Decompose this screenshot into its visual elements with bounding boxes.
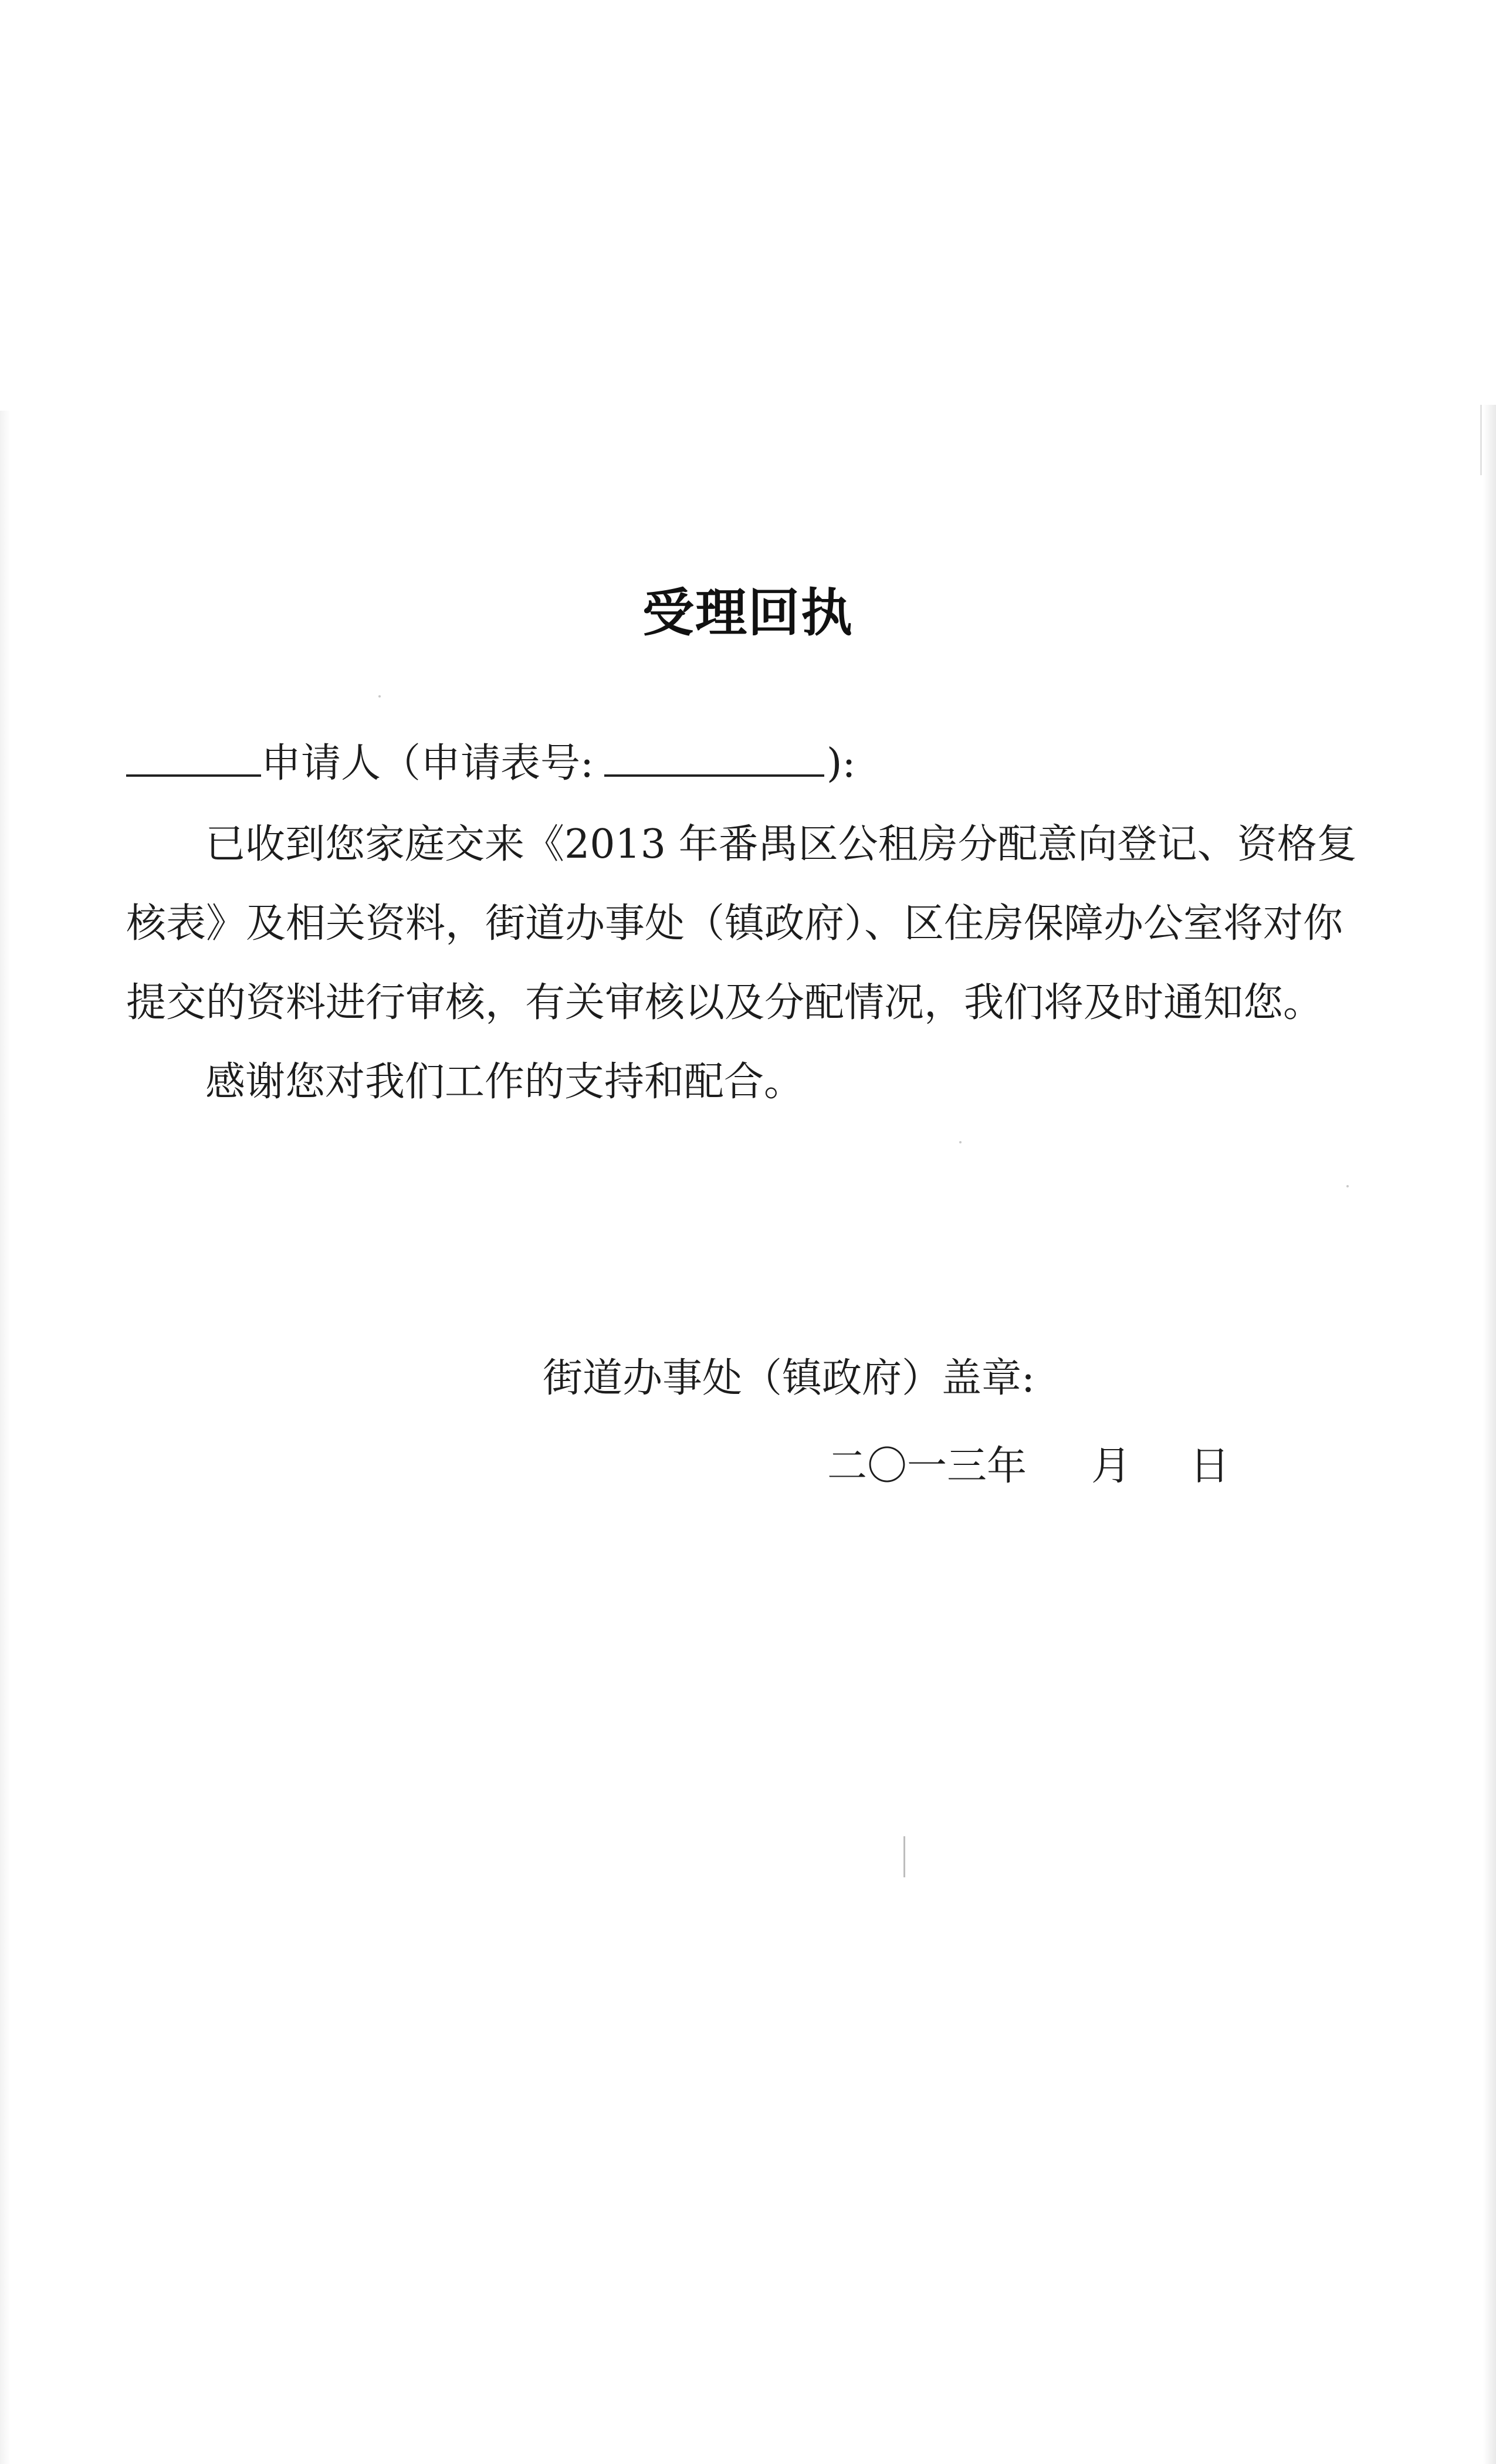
applicant-name-blank bbox=[126, 739, 261, 777]
stamp-label: 街道办事处（镇政府）盖章: bbox=[543, 1355, 1035, 1402]
applicant-line bbox=[126, 739, 855, 787]
scan-speck bbox=[1346, 1185, 1349, 1187]
date-line bbox=[827, 1443, 1230, 1490]
scan-edge-mark bbox=[1480, 405, 1482, 475]
date-day: 日 bbox=[1190, 1443, 1230, 1490]
scan-speck bbox=[378, 695, 381, 698]
body-paragraph-line-2: 核表》及相关资料，街道办事处（镇政府）、区住房保障办公室将对你 bbox=[126, 901, 1343, 947]
date-month: 月 bbox=[1091, 1443, 1132, 1490]
body-paragraph-line-1: 已收到您家庭交来《2013 年番禺区公租房分配意向登记、资格复 bbox=[205, 821, 1357, 868]
applicant-label: 申请人（申请表号: bbox=[261, 740, 594, 787]
date-year: 二〇一三年 bbox=[827, 1443, 1027, 1490]
scan-artifact-line bbox=[903, 1836, 905, 1877]
scan-edge-right bbox=[1483, 405, 1496, 2464]
body-paragraph-line-3: 提交的资料进行审核，有关审核以及分配情况，我们将及时通知您。 bbox=[126, 980, 1324, 1026]
applicant-line-closing: ): bbox=[826, 740, 856, 787]
thanks-line: 感谢您对我们工作的支持和配合。 bbox=[205, 1059, 804, 1105]
scan-speck bbox=[959, 1141, 962, 1143]
application-number-blank bbox=[604, 739, 824, 777]
document-title: 受理回执 bbox=[642, 582, 854, 643]
scan-edge-left bbox=[0, 411, 11, 2464]
